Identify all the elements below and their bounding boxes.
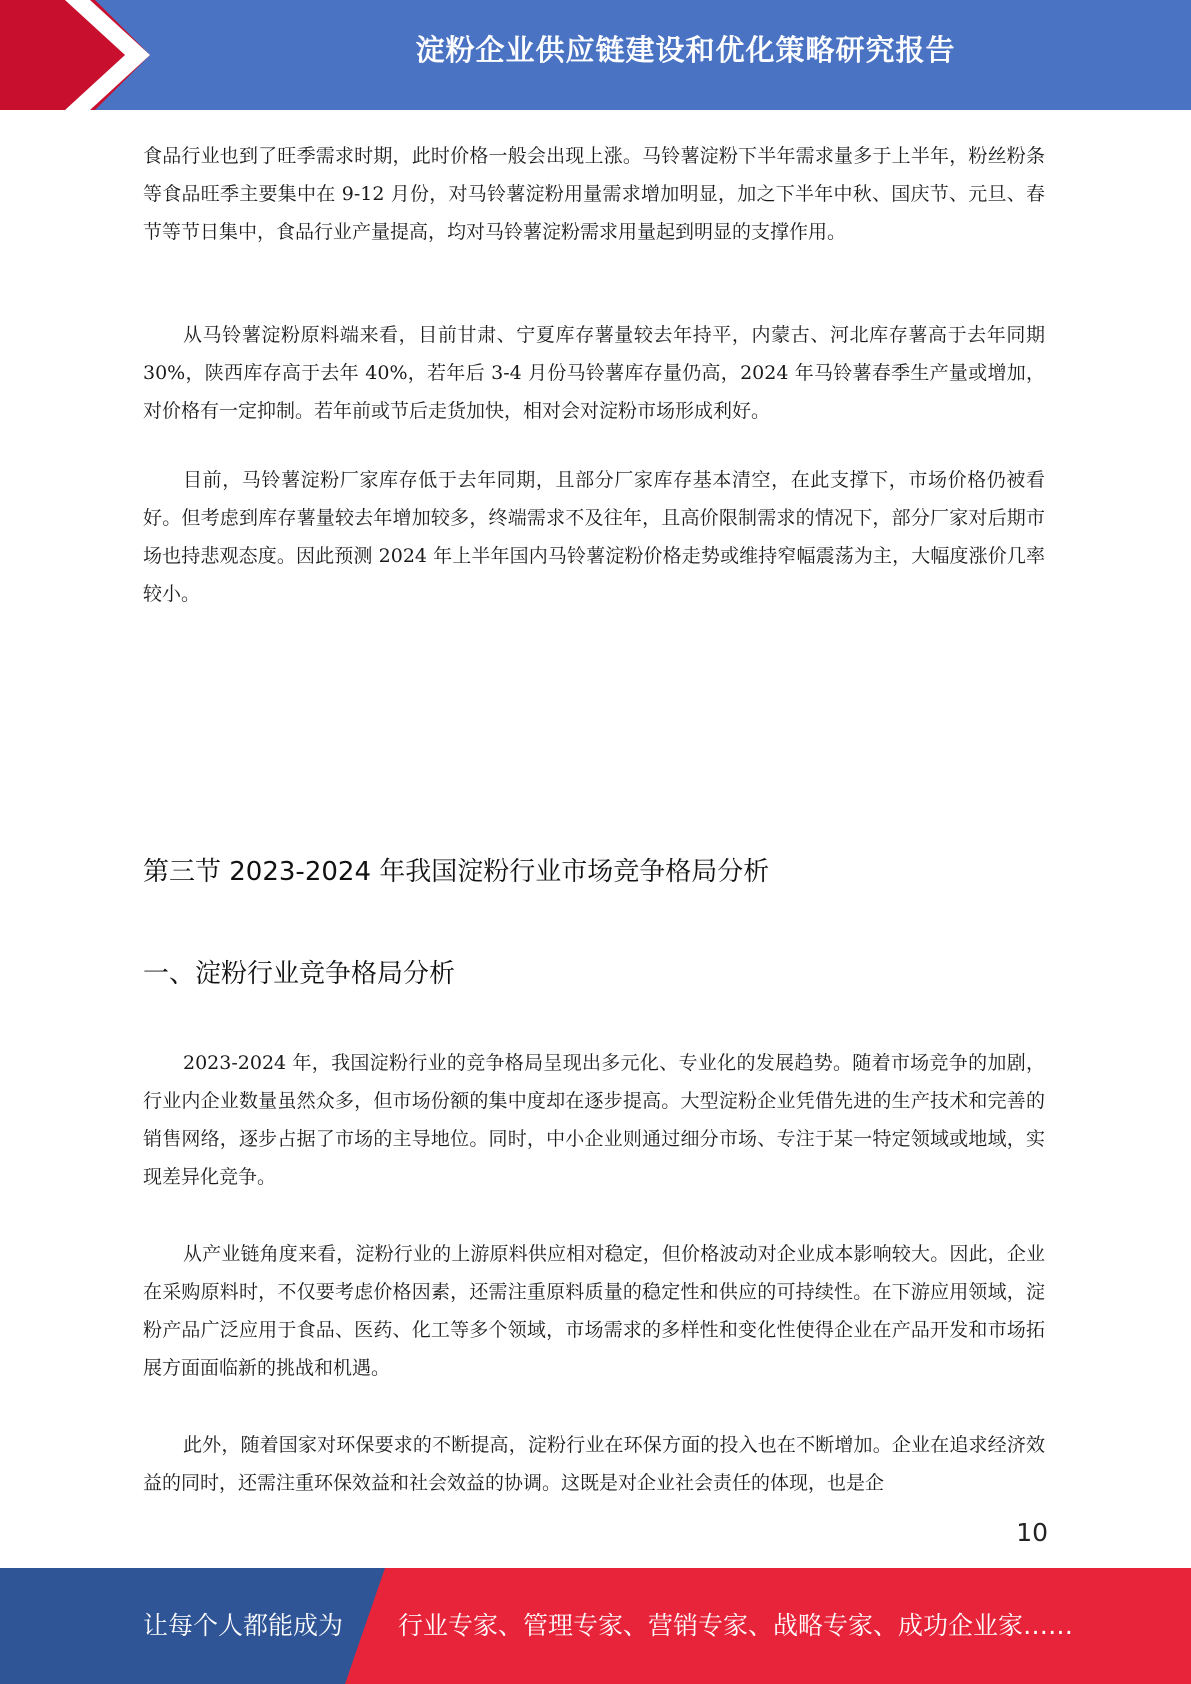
page-footer [0, 1568, 1191, 1684]
paragraph-2: 从马铃薯淀粉原料端来看，目前甘肃、宁夏库存薯量较去年持平，内蒙古、河北库存薯高于去年同期 30%，陕西库存高于去年 40%，若年后 3-4 月份马铃薯库存量仍高，2024 年马铃薯春季生产量或增加，对价格有一定抑制。若年前或节后走货加快，相对会对淀粉市场形成利好。 [143, 324, 1045, 422]
paragraph-5: 从产业链角度来看，淀粉行业的上游原料供应相对稳定，但价格波动对企业成本影响较大。因此，企业在采购原料时，不仅要考虑价格因素，还需注重原料质量的稳定性和供应的可持续性。在下游应用领域，淀粉产品广泛应用于食品、医药、化工等多个领域，市场需求的多样性和变化性使得企业在产品开发和市场拓展方面面临新的挑战和机遇。 [143, 1243, 1045, 1379]
section-heading: 第三节 2023-2024 年我国淀粉行业市场竞争格局分析 [143, 857, 770, 887]
subsection-heading: 一、淀粉行业竞争格局分析 [143, 959, 456, 989]
paragraph-6: 此外，随着国家对环保要求的不断提高，淀粉行业在环保方面的投入也在不断增加。企业在追求经济效益的同时，还需注重环保效益和社会效益的协调。这既是对企业社会责任的体现，也是企 [143, 1434, 1045, 1494]
page-number: 10 [1016, 1518, 1048, 1547]
paragraph-3: 目前，马铃薯淀粉厂家库存低于去年同期，且部分厂家库存基本清空，在此支撑下，市场价格仍被看好。但考虑到库存薯量较去年增加较多，终端需求不及往年，且高价限制需求的情况下，部分厂家对后期市场也持悲观态度。因此预测 2024 年上半年国内马铃薯淀粉价格走势或维持窄幅震荡为主，大幅度涨价几率较小。 [143, 469, 1045, 605]
paragraph-1: 食品行业也到了旺季需求时期，此时价格一般会出现上涨。马铃薯淀粉下半年需求量多于上半年，粉丝粉条等食品旺季主要集中在 9-12 月份，对马铃薯淀粉用量需求增加明显，加之下半年中秋、国庆节、元旦、春节等节日集中，食品行业产量提高，均对马铃薯淀粉需求用量起到明显的支撑作用。 [143, 145, 1045, 243]
page-header [0, 0, 1191, 110]
paragraph-4: 2023-2024 年，我国淀粉行业的竞争格局呈现出多元化、专业化的发展趋势。随着市场竞争的加剧，行业内企业数量虽然众多，但市场份额的集中度却在逐步提高。大型淀粉企业凭借先进的生产技术和完善的销售网络，逐步占据了市场的主导地位。同时，中小企业则通过细分市场、专注于某一特定领域或地域，实现差异化竞争。 [143, 1052, 1045, 1188]
report-title: 淀粉企业供应链建设和优化策略研究报告 [415, 33, 956, 67]
footer-slogan-left: 让每个人都能成为 [143, 1611, 344, 1640]
footer-slogan-right: 行业专家、管理专家、营销专家、战略专家、成功企业家…… [398, 1611, 1074, 1640]
